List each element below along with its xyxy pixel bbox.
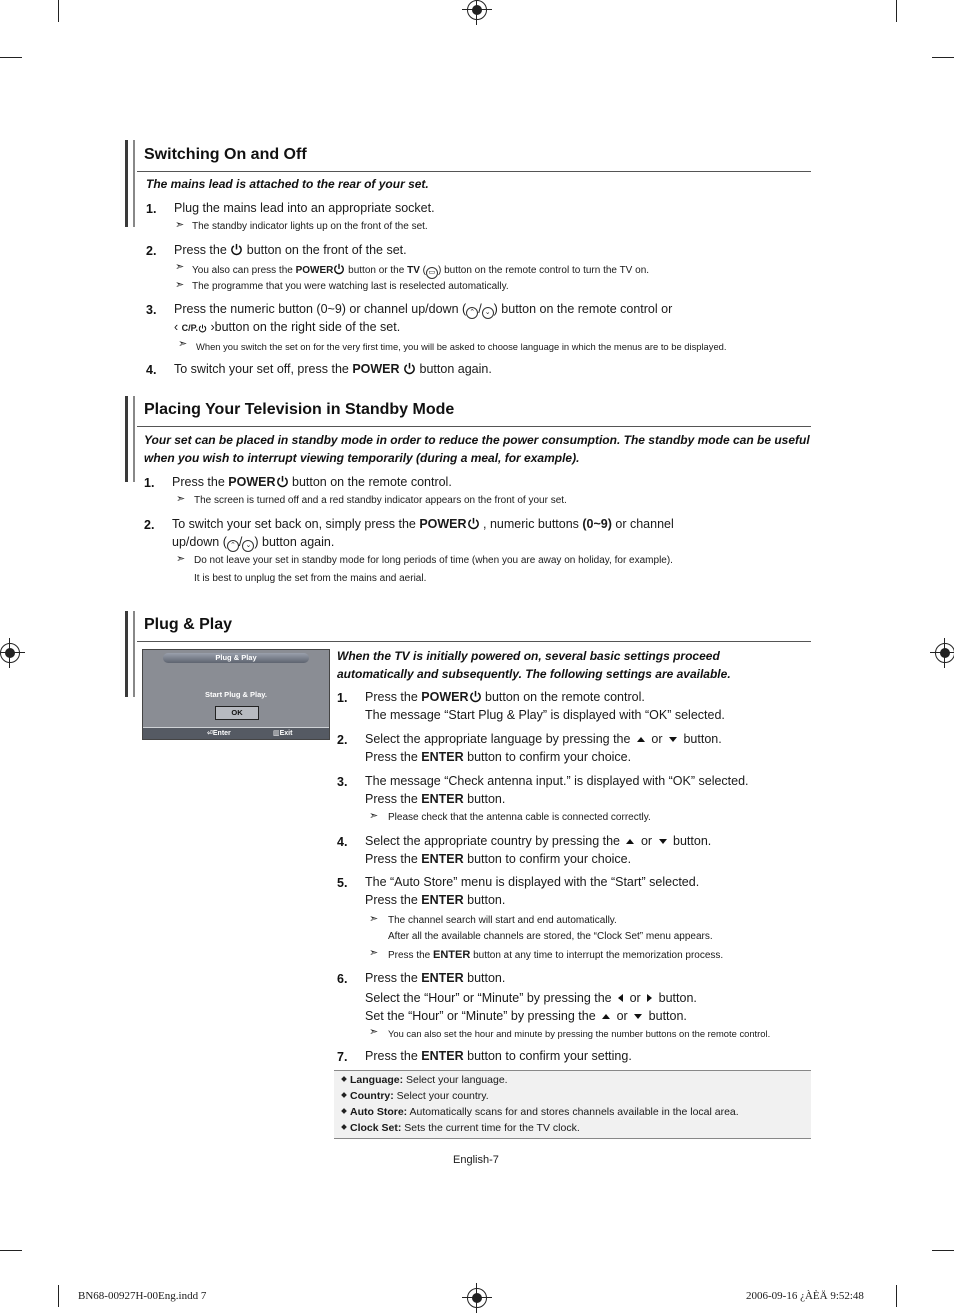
step-text: Press the button on the front of the set.	[174, 243, 407, 257]
channel-up-icon: ⌃	[466, 307, 478, 319]
crop-mark	[896, 0, 897, 22]
registration-mark-icon	[467, 0, 487, 20]
step-text: The message “Start Plug & Play” is displayed with “OK” selected.	[365, 708, 725, 722]
power-icon	[403, 362, 416, 375]
section-bar	[133, 396, 135, 482]
note-text: The programme that you were watching last is reselected automatically.	[192, 281, 509, 292]
left-arrow-icon	[618, 994, 623, 1002]
step-text: Select the appropriate language by pressing the or button.	[365, 732, 722, 746]
note-text: The screen is turned off and a red standby indicator appears on the front of your set.	[194, 495, 567, 506]
section-bar	[133, 140, 135, 227]
step-text: Select the “Hour” or “Minute” by pressing the or button.	[365, 991, 697, 1005]
screen-title: Plug & Play	[163, 653, 309, 663]
registration-mark-icon	[467, 1288, 487, 1308]
crop-mark	[896, 1285, 897, 1307]
step-text: Press the ENTER button.	[365, 792, 506, 806]
crop-mark	[0, 57, 22, 58]
step-number: 1.	[146, 202, 157, 216]
section-bar	[125, 611, 128, 697]
down-arrow-icon	[634, 1014, 642, 1019]
up-arrow-icon	[637, 737, 645, 742]
step-number: 2.	[337, 733, 348, 747]
step-text: Press the POWER button on the remote control.	[365, 690, 645, 704]
step-text: The message “Check antenna input.” is displayed with “OK” selected.	[365, 774, 749, 788]
step-number: 4.	[337, 835, 348, 849]
registration-mark-icon	[935, 643, 954, 663]
note-arrow-icon: ➣	[176, 553, 186, 565]
definition-item: Clock Set: Sets the current time for the TV clock.	[342, 1122, 580, 1134]
crop-mark	[932, 57, 954, 58]
step-text: Press the ENTER button.	[365, 971, 506, 985]
section-title: Switching On and Off	[144, 146, 307, 163]
down-arrow-icon	[669, 737, 677, 742]
power-icon	[198, 324, 207, 333]
definitions-box	[334, 1070, 811, 1139]
step-number: 1.	[144, 476, 155, 490]
note-text: When you switch the set on for the very first time, you will be asked to choose language in which the menus are to be displayed.	[196, 341, 727, 352]
step-text: Press the POWER button on the remote control.	[172, 475, 452, 489]
tv-screen-preview	[142, 649, 330, 740]
crop-mark	[932, 1250, 954, 1251]
up-arrow-icon	[626, 839, 634, 844]
power-icon	[467, 517, 480, 530]
section-bar	[133, 611, 135, 697]
note-arrow-icon: ➣	[369, 913, 379, 925]
step-number: 1.	[337, 691, 348, 705]
step-text: Press the ENTER button.	[365, 893, 506, 907]
step-number: 3.	[146, 303, 157, 317]
channel-down-icon: ⌄	[242, 540, 254, 552]
exit-icon: ▥	[273, 730, 280, 737]
registration-mark-icon	[0, 643, 20, 663]
definition-item: Auto Store: Automatically scans for and stores channels available in the local area.	[342, 1106, 739, 1118]
section-intro: Your set can be placed in standby mode in order to reduce the power consumption. The standby mode can be useful	[144, 433, 810, 447]
bullet-icon	[341, 1124, 347, 1130]
bullet-icon	[341, 1108, 347, 1114]
section-bar	[125, 140, 128, 227]
crop-mark	[58, 1285, 59, 1307]
section-title: Placing Your Television in Standby Mode	[144, 401, 455, 418]
step-number: 2.	[146, 244, 157, 258]
enter-hint: ⏎Enter	[207, 730, 231, 737]
note-text: Press the ENTER button at any time to interrupt the memorization process.	[388, 949, 724, 961]
power-icon	[469, 690, 482, 703]
step-text: Select the appropriate country by pressing the or button.	[365, 834, 712, 848]
note-arrow-icon: ➣	[175, 261, 185, 273]
note-arrow-icon: ➣	[175, 279, 185, 291]
note-arrow-icon: ➣	[369, 1026, 379, 1038]
bullet-icon	[341, 1092, 347, 1098]
step-text: The “Auto Store” menu is displayed with the “Start” selected.	[365, 875, 700, 889]
note-text: The standby indicator lights up on the front of the set.	[192, 221, 428, 232]
step-number: 5.	[337, 876, 348, 890]
screen-message: Start Plug & Play.	[205, 690, 267, 699]
definition-item: Country: Select your country.	[342, 1090, 489, 1102]
section-rule	[137, 641, 811, 642]
note-text: After all the available channels are stored, the “Clock Set” menu appears.	[388, 931, 713, 942]
step-number: 4.	[146, 363, 157, 377]
power-icon	[333, 263, 345, 275]
power-icon	[276, 475, 289, 488]
definition-item: Language: Select your language.	[342, 1074, 508, 1086]
note-arrow-icon: ➣	[176, 493, 186, 505]
step-text: Set the “Hour” or “Minute” by pressing the or button.	[365, 1009, 687, 1023]
enter-icon: ⏎	[207, 730, 213, 737]
crop-mark	[58, 0, 59, 22]
tv-button-icon: ▭	[426, 267, 438, 279]
step-text: Press the ENTER button to confirm your choice.	[365, 750, 632, 764]
step-text: up/down ( ⌃ / ⌄ ) button again.	[172, 535, 334, 552]
step-number: 3.	[337, 775, 348, 789]
section-title: Plug & Play	[144, 616, 233, 633]
crop-mark	[0, 1250, 22, 1251]
note-arrow-icon: ➣	[178, 338, 188, 350]
channel-up-icon: ⌃	[227, 540, 239, 552]
down-arrow-icon	[659, 839, 667, 844]
exit-hint: ▥Exit	[273, 730, 293, 737]
section-rule	[137, 426, 811, 427]
up-arrow-icon	[602, 1014, 610, 1019]
note-text: You also can press the POWER button or the TV ( ▭ ) button on the remote control to turn the TV on.	[192, 263, 649, 279]
right-arrow-icon	[647, 994, 652, 1002]
step-text: To switch your set back on, simply press the POWER , numeric buttons (0~9) or channel	[172, 517, 674, 531]
power-icon	[230, 243, 243, 256]
screen-footer	[143, 727, 329, 739]
left-arrow-icon: ‹	[174, 320, 179, 334]
step-text: Press the ENTER button to confirm your setting.	[365, 1049, 632, 1063]
note-text: The channel search will start and end automatically.	[388, 915, 617, 926]
step-number: 7.	[337, 1050, 348, 1064]
section-intro: automatically and subsequently. The following settings are available.	[337, 667, 731, 681]
page-number: English-7	[453, 1154, 499, 1166]
step-number: 2.	[144, 518, 155, 532]
ok-button[interactable]: OK	[215, 706, 259, 720]
note-text: You can also set the hour and minute by pressing the number buttons on the remote control.	[388, 1028, 771, 1039]
section-bar	[125, 396, 128, 482]
channel-down-icon: ⌄	[482, 307, 494, 319]
step-text: Press the ENTER button to confirm your choice.	[365, 852, 632, 866]
step-text: Press the numeric button (0~9) or channel up/down ( ⌃ / ⌄ ) button on the remote control or	[174, 302, 672, 319]
right-arrow-icon: ›	[210, 320, 215, 334]
note-text: Do not leave your set in standby mode for long periods of time (when you are away on holiday, for example).	[194, 555, 673, 566]
section-intro: When the TV is initially powered on, several basic settings proceed	[337, 649, 720, 663]
section-intro: The mains lead is attached to the rear of your set.	[146, 177, 429, 191]
section-intro: when you wish to interrupt viewing temporarily (during a meal, for example).	[144, 451, 580, 465]
step-text: ‹ C/P. ›button on the right side of the set.	[174, 320, 401, 334]
note-arrow-icon: ➣	[369, 947, 379, 959]
note-arrow-icon: ➣	[175, 219, 185, 231]
step-text: Plug the mains lead into an appropriate socket.	[174, 201, 435, 215]
file-slug: BN68-00927H-00Eng.indd 7	[78, 1290, 207, 1302]
note-text: Please check that the antenna cable is connected correctly.	[388, 812, 651, 823]
step-number: 6.	[337, 972, 348, 986]
step-text: To switch your set off, press the POWER button again.	[174, 362, 492, 376]
print-date: 2006-09-16 ¿ÀÈÄ 9:52:48	[746, 1290, 864, 1302]
note-arrow-icon: ➣	[369, 810, 379, 822]
note-text: It is best to unplug the set from the mains and aerial.	[194, 573, 427, 584]
section-rule	[137, 171, 811, 172]
bullet-icon	[341, 1076, 347, 1082]
